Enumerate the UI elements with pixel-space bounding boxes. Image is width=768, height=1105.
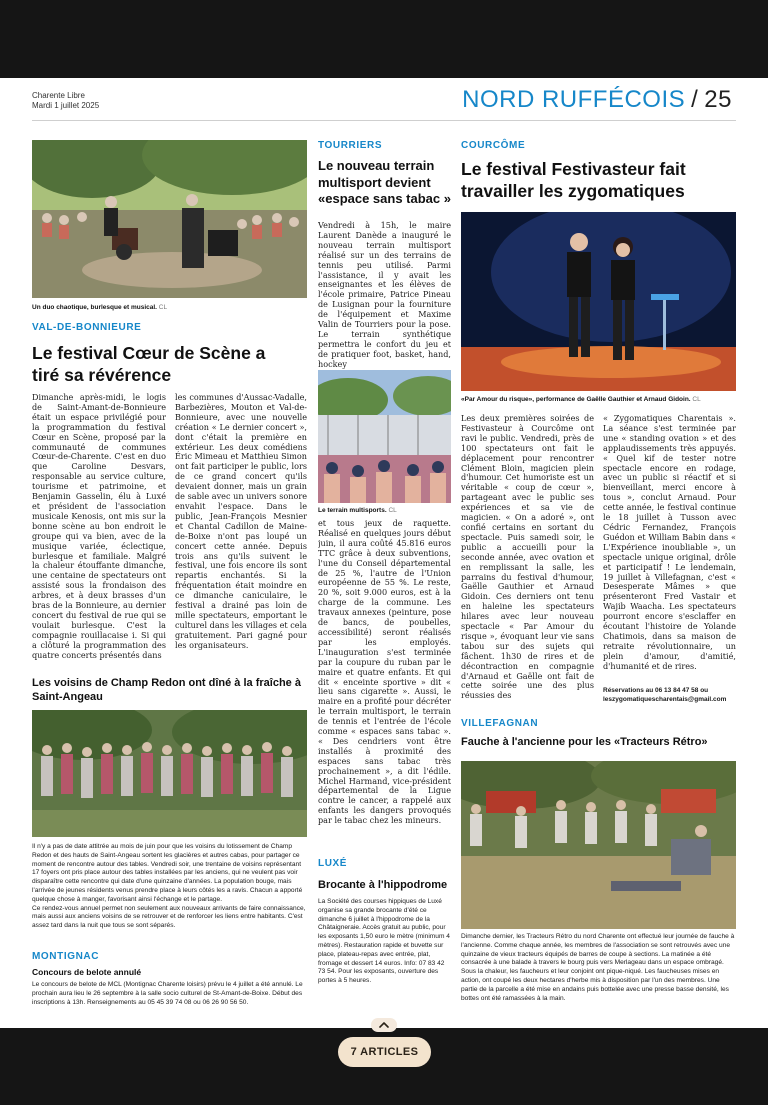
villefagnan-body: Dimanche dernier, les Tracteurs Rétro du nord Charente ont effectué leur journée de fauche à l'ancienne. Comme chaque année, les membres de l'association se sont retrouvés avec une quinzaine de vieux tracteurs équipés de barres de coupe à sections. La matinée a été consacrée à une balade à travers le bourg puis vers Merlageau dans un espace ombragé. Sous la chaleur, les faucheurs et leur conjoint ont pique-niqué. Les faucheuses mises en action, ont coupé les deux hectares d'herbe mis à disposition par l'un des membres. Une partie de la parcelle a été mise en andains puis bottelée avec une presse basse densité, les bottes ont été ramassées à la main. bbox=[461, 933, 735, 1002]
articles-button[interactable]: 7 ARTICLES bbox=[338, 1037, 431, 1067]
newspaper-page bbox=[0, 78, 768, 1028]
luxe-body: La Société des courses hippiques de Luxé organise sa grande brocante d'été ce dimanche 6 juillet à l'hippodrome de la Châtaigneraie. Accès gratuit au public, pour les exposants 1,50 euro le mètre (minimum 4 mètres). Restauration rapide et buvette sur place, plateau-repas avec entrée, plat, fromage et dessert 14 euros. Info: 07 83 42 73 54. Pour les exposants, ouverture des portes à 5 heures. bbox=[318, 898, 450, 985]
champ-redon-paragraph: Ce rendez-vous annuel permet non seulement aux nouveaux arrivants de faire connaissance, mais aussi aux anciens voisins de se retrouver et de renforcer les liens entre habitants. C'est assez tard dans la nuit que tous se sont séparés. bbox=[32, 904, 306, 930]
bonnieure-body-col1: Dimanche après-midi, le logis de Saint-Amant-de-Bonnieure était un espace privilégié pour la programmation du festival Cœur en Scène, proposé par la communauté de communes Cœur-de-Charente. C'est en duo que Caroline Desvars, responsable au service culture, tourisme et patrimoine, et Benjamin Gasselin, élu à Luxé et président de l'association musicale Kenosis, ont mis sur la bonne scène au bon endroit le groupe qui va bien, avec de la musique variée, éclectique, burlesque et familiale. Malgré la chaleur étouffante dimanche, une centaine de spectateurs ont assisté sous la frondaison des arbres, et à deux brasses d'un bras de la Bonnieure, au dernier concert du festival de rue qui se voulait burlesque. C'est la compagnie rouillacaise i. Si qui a clôturé la programmation des quatre concerts présentés dans bbox=[32, 393, 166, 660]
villefagnan-kicker: VILLEFAGNAN bbox=[461, 718, 539, 729]
publication-name: Charente Libre bbox=[32, 91, 85, 100]
montignac-kicker: MONTIGNAC bbox=[32, 951, 100, 962]
section-title bbox=[462, 86, 732, 114]
section-name: NORD RUFFÉCOIS bbox=[462, 86, 686, 113]
photo-credit: CL bbox=[388, 507, 397, 514]
caption-text: «Par Amour du risque», performance de Gaëlle Gauthier et Arnaud Gidoin. bbox=[461, 396, 691, 403]
neighbours-dinner-photo-image bbox=[32, 710, 307, 837]
tractors-photo[interactable] bbox=[461, 761, 736, 929]
tourriers-body-bottom: et tous jeux de raquette. Réalisé en quelques jours début juin, il aura coûté 45.816 euros TTC grâce à deux subventions, l'une du Conseil départemental de 25 %, l'autre de l'Union européenne de 55 %. Le reste, 20 %, soit 9.000 euros, est à la charge de la commune. Les travaux annexes (peinture, pose de bancs, de poubelles, accessibilité) seront réalisés par les employés. L'inauguration s'est terminée par la coupure du ruban par le maire et quatre enfants. Et qui dit « enceinte sportive » dit « lieu sans cigarette ». Aussi, le maire en a profité pour décréter le terrain multisport, le terrain de tennis et l'entrée de l'école comme « espaces sans tabac ». « Des cendriers vont être installés à proximité des espaces sans tabac très prochainement », a dit l'édile. Michel Harmand, vice-président départemental de la Ligue contre le cancer, a rappelé aux enfants les dangers provoqués par le tabac chez les mineurs. bbox=[318, 519, 451, 826]
collapse-toggle[interactable] bbox=[371, 1018, 397, 1032]
luxe-headline[interactable]: Brocante à l'hippodrome bbox=[318, 879, 448, 891]
header-rule bbox=[32, 120, 736, 121]
courcome-body-col1: Les deux premières soirées de Festivasteur à Courcôme ont ravi le public. Vendredi, près de 100 spectateurs ont fait le déplacement pour rencontrer Clément Bloin, magicien plein d'humour. Cet humoriste est un véritable « coup de cœur », partageant avec le public ses expériences et sa vie de magicien. « On a adoré », ont confié certains en sortant du spectacle. Puis samedi soir, le public a accueilli pour la seconde année, avec ovation et en remplissant la salle, les parrains du festival d'humour, Gaëlle Gauthier et Arnaud Gidoin. Ces derniers ont tenu en haleine les spectateurs hilares avec leur nouveau spectacle « Par Amour du risque », évoquant leur vie sans tabou sur des sujets qui fâchent. 1h30 de rires et de décontraction en compagnie d'Arnaud et Gaëlle ont fait de cette soirée une des plus réussies des bbox=[461, 414, 594, 701]
publication-date: Mardi 1 juillet 2025 bbox=[32, 101, 100, 110]
courcome-kicker: COURCÔME bbox=[461, 140, 526, 151]
title-separator: / bbox=[691, 86, 699, 113]
courcome-body-col2: « Zygomatiques Charentais ». La séance s'est terminée par une « standing ovation » et des applaudissements très appuyés. « Quel kif de tester notre spectacle encore en rodage, avec un public si réactif et si bienveillant, merci encore à tous », conclut Arnaud. Pour cette année, le festival continue le 18 juillet à Tusson avec Cédric Fernandez, François Guédon et William Babin dans « L'Expérience inoubliable », un spectacle unique original, drôle et participatif ! Le lendemain, 19 juillet à Villefagnan, c'est « Desesperate Mâmes » que présenteront Fred Vastair et Wajib Waacha. Les spectateurs pourront encore s'esclaffer en écoutant l'histoire de Yolande Chatimois, dans sa maison de retraite révolutionnaire, un plein d'amour, d'amitié, d'humanité et de rires. bbox=[603, 414, 736, 671]
villefagnan-headline[interactable]: Fauche à l'ancienne pour les «Tracteurs Rétro» bbox=[461, 736, 708, 748]
tourriers-body-top: Vendredi à 15h, le maire Laurent Danède a inauguré le nouveau terrain multisport réalisé sur un des terrains de tennis peu utilisé. Parmi l'assistance, il y avait les enseignantes et les élèves de l'école primaire, Patrice Pineau de Lusignan pour la fourniture de l'équipement et Maxime Valin de Tourriers pour la pose. Le terrain synthétique permettra le confort du jeu et de pratiquer foot, basket, hand, hockey bbox=[318, 221, 451, 369]
chevron-up-icon bbox=[379, 1022, 389, 1028]
page-number: 25 bbox=[704, 86, 732, 113]
champ-redon-headline[interactable]: Les voisins de Champ Redon ont dîné à la fraîche à Saint-Angeau bbox=[32, 677, 301, 703]
bonnieure-kicker: VAL-DE-BONNIEURE bbox=[32, 322, 142, 333]
multisport-photo-caption bbox=[318, 506, 451, 515]
neighbours-dinner-photo[interactable] bbox=[32, 710, 307, 837]
caption-text: Le terrain multisports. bbox=[318, 507, 387, 514]
viewer-top-bar bbox=[0, 0, 768, 78]
multisport-photo[interactable] bbox=[318, 370, 451, 503]
champ-redon-paragraph: Il n'y a pas de date attitrée au mois de juin pour que les voisins du lotissement de Champ Redon et des hauts de Saint-Angeau sortent les glacières et autres cabas, pour partager ce moment de rencontre autour des tables. Vendredi soir, une trentaine de voisins représentant 17 foyers ont pris place autour des tables installées par les anciens, qui ne veulent pas voir disparaître cette rencontre qui date d'une quinzaine d'années. La population bouge, mais l'arrivée de jeunes résidents venus prendre place à leurs côtés les a ravis. Chacun a apporté quelque chose à manger, favorisant ainsi l'échange et le partage. bbox=[32, 843, 303, 903]
tractors-photo-image bbox=[461, 761, 736, 929]
festivasteur-photo-caption bbox=[461, 395, 736, 404]
tourriers-headline[interactable]: Le nouveau terrain multisport devient «espace sans tabac » bbox=[318, 158, 451, 206]
caption-text: Un duo chaotique, burlesque et musical. bbox=[32, 304, 157, 311]
courcome-headline[interactable]: Le festival Festivasteur fait travailler les zygomatiques bbox=[461, 159, 686, 201]
festivasteur-photo-image bbox=[461, 212, 736, 391]
luxe-kicker: LUXÉ bbox=[318, 858, 348, 869]
photo-credit: CL bbox=[692, 396, 701, 403]
montignac-headline[interactable]: Concours de belote annulé bbox=[32, 967, 142, 977]
masthead bbox=[32, 91, 99, 111]
concert-photo-image bbox=[32, 140, 307, 298]
bonnieure-headline[interactable]: Le festival Cœur de Scène a tiré sa révérence bbox=[32, 343, 266, 385]
courcome-reservations[interactable]: Réservations au 06 13 84 47 58 ou leszygomatiquescharentais@gmail.com bbox=[603, 687, 727, 703]
festivasteur-photo[interactable] bbox=[461, 212, 736, 391]
bonnieure-body-col2: les communes d'Aussac-Vadalle, Barbezières, Mouton et Val-de-Bonnieure, avec une nouvelle création « Le dernier concert », dont c'était la première en extérieur. Les deux comédiens Éric Mimeau et Matthieu Simon ont fait participer le public, lors de ce grand concert qu'ils devaient donner, mais un grain de sable avec un univers sonore envahit l'espace. Dans le public, Jean-François Mesnier et Chantal Cadillon de Maine-de-Boixe n'ont pas loupé un concert cette année. Depuis trois ans qu'ils suivent le festival, une fois encore ils sont repartis enchantés. Si la fréquentation était moindre en ce dimanche caniculaire, le festival a drainé pas loin de mille spectateurs, emportant le culturel dans les villages et cela gratuitement. Pari gagné pour les organisateurs. bbox=[175, 393, 307, 650]
concert-photo-caption bbox=[32, 303, 307, 312]
tourriers-kicker: TOURRIERS bbox=[318, 140, 383, 151]
champ-redon-body bbox=[32, 843, 307, 931]
concert-photo[interactable] bbox=[32, 140, 307, 298]
montignac-body: Le concours de belote de MCL (Montignac Charente loisirs) prévu le 4 juillet a été annulé. Le prochain aura lieu le 26 septembre à la salle socio culturel de St-Amant-de-Boixe. Début des inscriptions à 13h. Renseignements au 05 45 39 74 08 ou 06 26 90 56 50. bbox=[32, 981, 303, 1006]
photo-credit: CL bbox=[158, 304, 168, 311]
multisport-photo-image bbox=[318, 370, 451, 503]
